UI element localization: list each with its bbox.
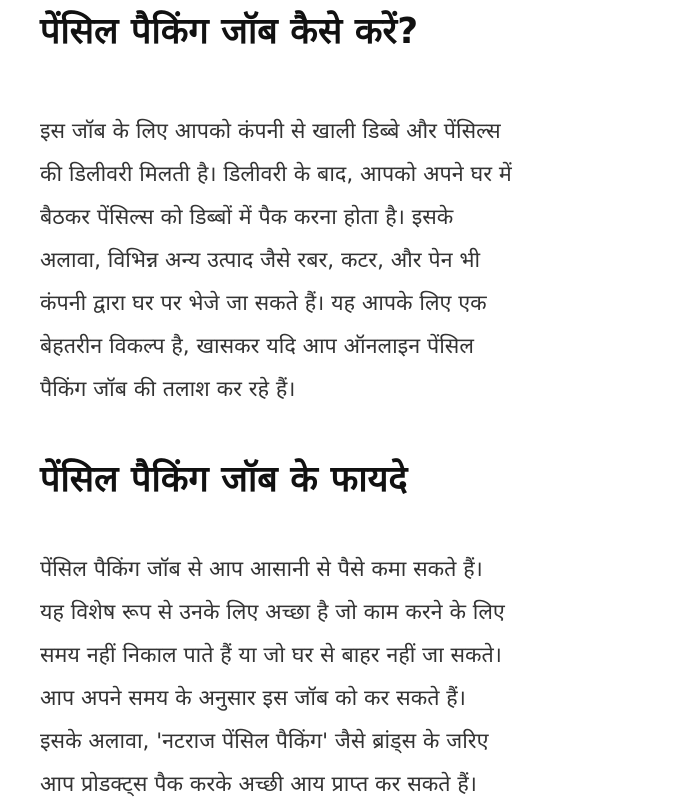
paragraph-line: की डिलीवरी मिलती है। डिलीवरी के बाद, आपको अपने घर में <box>40 162 512 187</box>
paragraph-line: अलावा, विभिन्न अन्य उत्पाद जैसे रबर, कटर, और पेन भी <box>40 248 481 273</box>
paragraph-line: पैकिंग जॉब की तलाश कर रहे हैं। <box>40 377 296 402</box>
paragraph-line: कंपनी द्वारा घर पर भेजे जा सकते हैं। यह आपके लिए एक <box>40 291 487 316</box>
paragraph-line: इसके अलावा, 'नटराज पेंसिल पैकिंग' जैसे ब्रांड्स के जरिए <box>40 729 489 754</box>
paragraph-line: बैठकर पेंसिल्स को डिब्बों में पैक करना होता है। इसके <box>40 205 454 230</box>
section-heading-benefits: पेंसिल पैकिंग जॉब के फायदे <box>40 459 408 500</box>
paragraph-line: समय नहीं निकाल पाते हैं या जो घर से बाहर नहीं जा सकते। <box>40 643 502 668</box>
paragraph-line: आप अपने समय के अनुसार इस जॉब को कर सकते हैं। <box>40 686 466 711</box>
paragraph-line: बेहतरीन विकल्प है, खासकर यदि आप ऑनलाइन पेंसिल <box>40 334 474 359</box>
paragraph-line: आप प्रोडक्ट्स पैक करके अच्छी आय प्राप्त कर सकते हैं। <box>40 772 477 797</box>
section-paragraph-benefits <box>40 548 670 806</box>
section-heading-how-to: पेंसिल पैकिंग जॉब कैसे करें? <box>40 11 419 52</box>
paragraph-line: पेंसिल पैकिंग जॉब से आप आसानी से पैसे कमा सकते हैं। <box>40 557 483 582</box>
section-paragraph-how-to <box>40 110 670 411</box>
paragraph-line: यह विशेष रूप से उनके लिए अच्छा है जो काम करने के लिए <box>40 600 505 625</box>
paragraph-line: इस जॉब के लिए आपको कंपनी से खाली डिब्बे और पेंसिल्स <box>40 119 501 144</box>
